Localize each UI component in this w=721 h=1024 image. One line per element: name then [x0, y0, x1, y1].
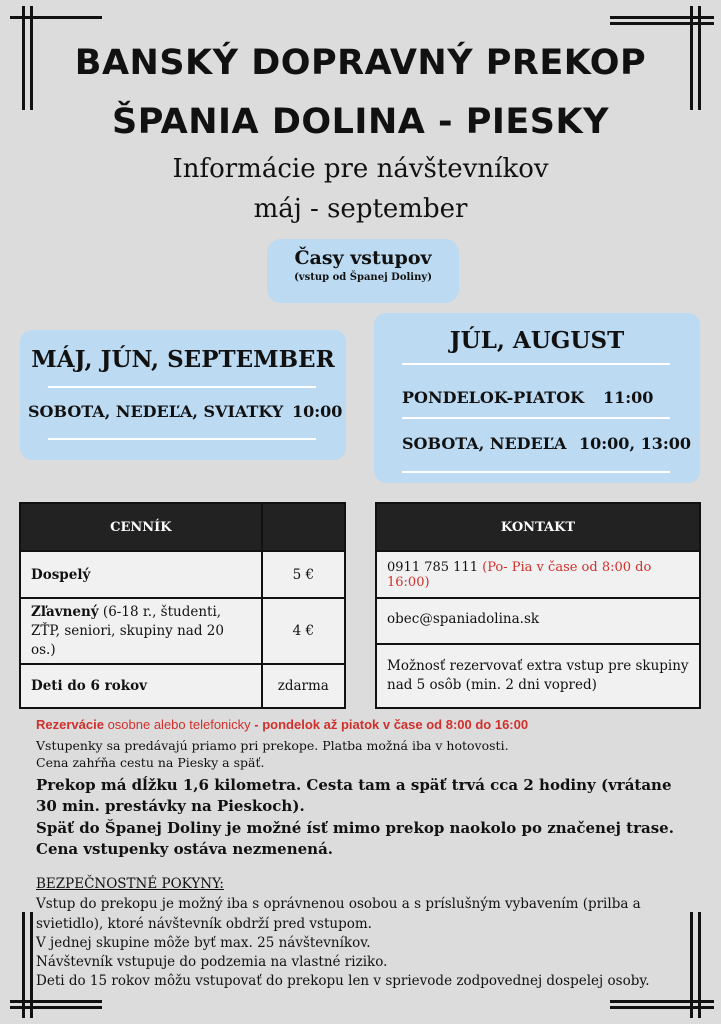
page-subtitle-line1: Informácie pre návštevníkov	[172, 154, 549, 184]
table-row	[376, 551, 700, 598]
schedule-july-heading: JÚL, AUGUST	[449, 327, 625, 354]
table-row	[376, 598, 700, 644]
table-row	[20, 598, 345, 664]
reservation-line: Rezervácie osobne alebo telefonicky - pondelok až piatok v čase od 8:00 do 16:00	[36, 717, 529, 732]
safety-line-4: Deti do 15 rokov môžu vstupovať do prekopu len v sprievode zodpovednej dospelej osoby.	[36, 973, 650, 989]
safety-line-2: V jednej skupine môže byť max. 25 návštevníkov.	[36, 935, 371, 951]
page-subtitle-line2: máj - september	[253, 194, 468, 224]
safety-line-3: Návštevník vstupuje do podzemia na vlastné riziko.	[36, 954, 388, 970]
schedule-july-row2-days: SOBOTA, NEDEĽA	[402, 434, 567, 453]
schedule-july-row1-time: 11:00	[603, 388, 654, 407]
schedule-july-row1-days: PONDELOK-PIATOK	[402, 388, 585, 407]
table-row	[20, 551, 345, 598]
price-value-adult: 5 €	[262, 551, 345, 598]
price-label-children: Deti do 6 rokov	[20, 664, 262, 708]
price-table	[19, 502, 346, 709]
price-value-children: zdarma	[262, 664, 345, 708]
schedule-may-time: 10:00	[292, 402, 343, 421]
contact-group-note: Možnosť rezervovať extra vstup pre skupiny nad 5 osôb (min. 2 dni vopred)	[376, 644, 700, 708]
safety-heading: BEZPEČNOSTNÉ POKYNY:	[36, 876, 224, 892]
contact-email[interactable]: obec@spaniadolina.sk	[376, 598, 700, 644]
entry-times-title: Časy vstupov	[294, 247, 432, 269]
price-label-adult: Dospelý	[20, 551, 262, 598]
contact-table	[375, 502, 701, 709]
contact-table-header: KONTAKT	[376, 503, 700, 551]
tickets-line: Vstupenky sa predávajú priamo pri prekope. Platba možná iba v hotovosti.	[36, 738, 509, 753]
contact-phone[interactable]: 0911 785 111 (Po- Pia v čase od 8:00 do 16:00)	[376, 551, 700, 598]
page-title-line2: ŠPANIA DOLINA - PIESKY	[112, 102, 609, 142]
schedule-may-heading: MÁJ, JÚN, SEPTEMBER	[31, 346, 335, 373]
entry-times-pill	[267, 239, 459, 303]
schedule-may-june-september	[20, 330, 346, 460]
schedule-may-days: SOBOTA, NEDEĽA, SVIATKY	[28, 402, 284, 421]
schedule-july-august	[374, 313, 700, 483]
length-line: Prekop má dĺžku 1,6 kilometra. Cesta tam a späť trvá cca 2 hodiny (vrátane 30 min. prestávky na Pieskoch).	[36, 776, 672, 815]
entry-times-subtitle: (vstup od Španej Doliny)	[294, 272, 432, 283]
price-value-discount: 4 €	[262, 598, 345, 664]
table-row	[376, 644, 700, 708]
price-table-header: CENNÍK	[20, 503, 262, 551]
price-label-discount: Zľavnený (6-18 r., študenti, ZŤP, seniori, skupiny nad 20 os.)	[20, 598, 262, 664]
safety-line-1: Vstup do prekopu je možný iba s oprávnenou osobou a s príslušným vybavením (prilba a svietidlo), ktoré návštevník obdrží pred vstupom.	[36, 896, 641, 932]
return-line: Späť do Španej Doliny je možné ísť mimo prekop naokolo po značenej trase. Cena vstupenky ostáva nezmenená.	[36, 819, 674, 858]
price-includes-line: Cena zahŕňa cestu na Piesky a späť.	[36, 755, 265, 770]
schedule-july-row2-time: 10:00, 13:00	[579, 434, 692, 453]
table-row	[20, 664, 345, 708]
page-title-line1: BANSKÝ DOPRAVNÝ PREKOP	[74, 43, 647, 83]
